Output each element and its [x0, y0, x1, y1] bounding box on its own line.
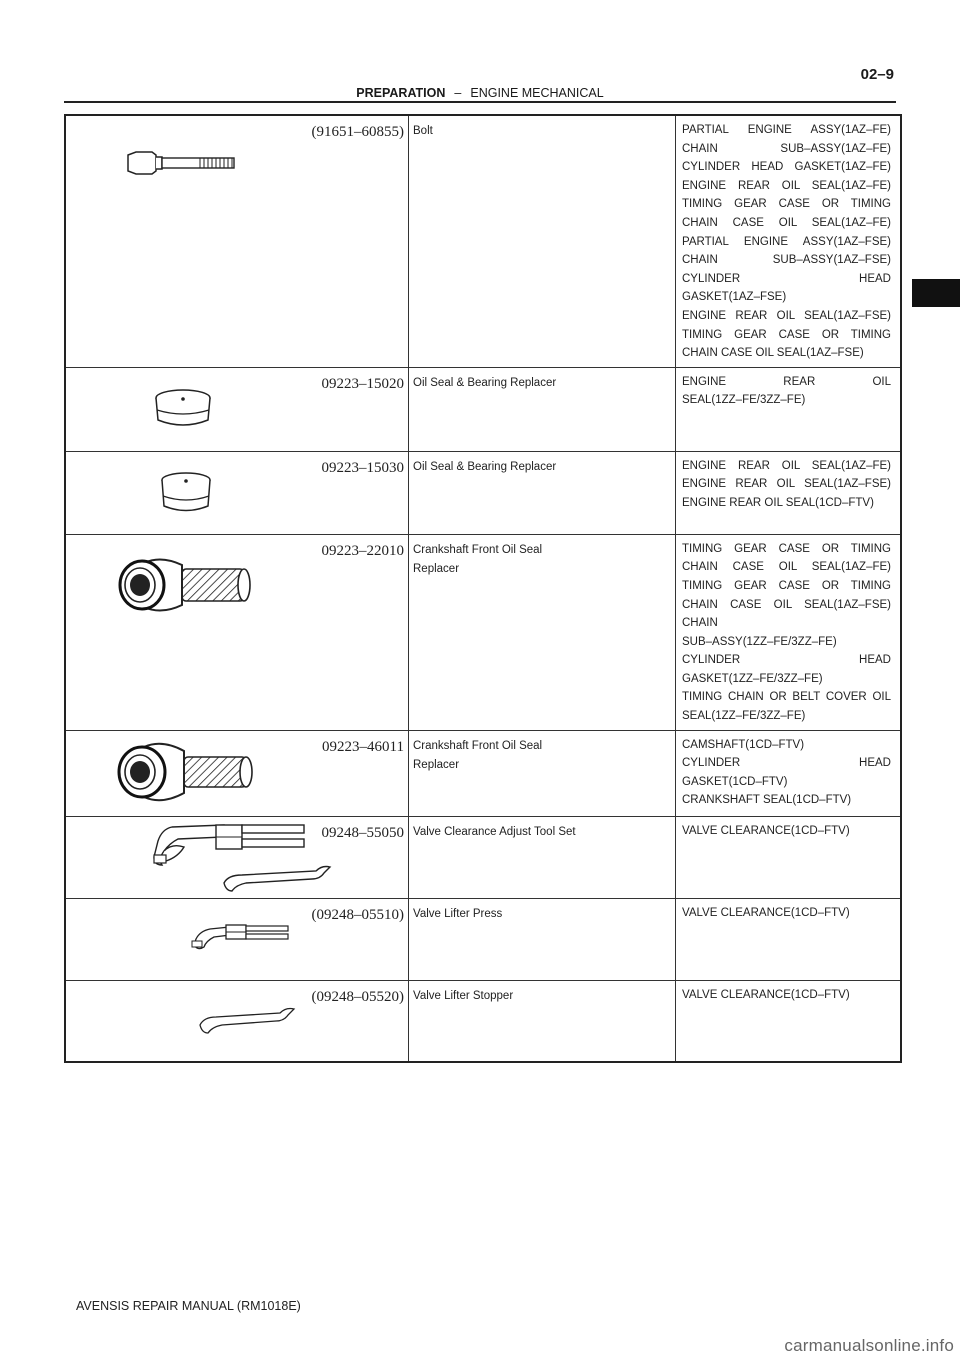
tool-name: Valve Clearance Adjust Tool Set: [413, 825, 576, 838]
tool-usage-cell: [676, 898, 902, 980]
tool-name-line: Crankshaft Front Oil Seal: [413, 739, 543, 752]
tool-name: [409, 731, 675, 775]
table-row: [65, 451, 901, 534]
tool-image-cell: [65, 980, 409, 1062]
usage-item: VALVE CLEARANCE(1CD–FTV): [682, 824, 850, 837]
tool-image-cell: [65, 115, 409, 367]
table-row: [65, 816, 901, 898]
usage-item: SUB–ASSY(1ZZ–FE/3ZZ–FE): [682, 635, 837, 648]
tool-usage-cell: [676, 451, 902, 534]
usage-item: ENGINE REAR OIL SEAL(1AZ–FSE): [682, 309, 891, 322]
usage-item: VALVE CLEARANCE(1CD–FTV): [682, 988, 850, 1001]
cup-replacer-icon: [66, 452, 408, 535]
tool-image-cell: [65, 451, 409, 534]
usage-list: [676, 116, 900, 367]
usage-item: ENGINE REAR OIL: [682, 375, 891, 388]
tool-name-cell: [409, 534, 676, 730]
usage-item: CRANKSHAFT SEAL(1CD–FTV): [682, 794, 852, 807]
usage-item: CHAIN CASE OIL SEAL(1AZ–FSE): [682, 347, 864, 360]
table-row: [65, 367, 901, 451]
tool-usage-cell: [676, 367, 902, 451]
valve-lifter-press-icon: [66, 899, 408, 981]
tool-name: [409, 535, 675, 579]
tool-image-cell: [65, 367, 409, 451]
usage-item: SEAL(1ZZ–FE/3ZZ–FE): [682, 710, 806, 723]
usage-list: [676, 368, 900, 414]
part-number: (09248–05510): [311, 906, 404, 923]
table-row: [65, 898, 901, 980]
tool-image-cell: [65, 534, 409, 730]
tool-usage-cell: [676, 534, 902, 730]
usage-list: [676, 535, 900, 730]
header-separator: –: [454, 86, 462, 100]
usage-item: TIMING GEAR CASE OR TIMING: [682, 579, 891, 592]
usage-item: CHAIN: [682, 617, 718, 630]
tool-name: Valve Lifter Press: [413, 907, 503, 920]
header-title: [0, 86, 960, 100]
tool-name-line: Replacer: [413, 758, 460, 771]
part-number: 09223–46011: [322, 738, 404, 755]
tool-name: Valve Lifter Stopper: [413, 989, 514, 1002]
bolt-icon: [66, 116, 408, 216]
tool-usage-cell: [676, 980, 902, 1062]
valve-tool-set-icon: [66, 817, 408, 899]
part-number: 09223–15020: [321, 375, 404, 392]
usage-item: CYLINDER HEAD: [682, 654, 891, 667]
usage-item: ENGINE REAR OIL SEAL(1AZ–FE): [682, 459, 891, 472]
section-title: PREPARATION: [356, 86, 446, 100]
tool-name-cell: [409, 898, 676, 980]
usage-item: ENGINE REAR OIL SEAL(1CD–FTV): [682, 496, 874, 509]
seal-replacer-icon: [66, 535, 408, 645]
part-number: 09223–15030: [321, 459, 404, 476]
tool-name-cell: [409, 115, 676, 367]
usage-item: SEAL(1ZZ–FE/3ZZ–FE): [682, 394, 806, 407]
usage-item: CHAIN CASE OIL SEAL(1AZ–FE): [682, 561, 891, 574]
usage-item: TIMING GEAR CASE OR TIMING: [682, 542, 891, 555]
seal-replacer-icon: [66, 731, 408, 817]
tool-image-cell: [65, 898, 409, 980]
usage-item: ENGINE REAR OIL SEAL(1AZ–FE): [682, 179, 891, 192]
usage-item: CAMSHAFT(1CD–FTV): [682, 738, 805, 751]
table-row: [65, 115, 901, 367]
usage-item: TIMING CHAIN OR BELT COVER OIL: [682, 691, 891, 704]
tool-usage-cell: [676, 816, 902, 898]
tool-name-cell: [409, 816, 676, 898]
tool-name-cell: [409, 451, 676, 534]
tool-name-line: Replacer: [413, 562, 460, 575]
usage-list: [676, 452, 900, 517]
usage-item: VALVE CLEARANCE(1CD–FTV): [682, 906, 850, 919]
table-row: [65, 730, 901, 816]
tool-name: Bolt: [413, 125, 433, 137]
tool-name-line: Crankshaft Front Oil Seal: [413, 543, 543, 556]
usage-item: GASKET(1CD–FTV): [682, 775, 788, 788]
tool-usage-cell: [676, 730, 902, 816]
part-number: (91651–60855): [311, 124, 404, 140]
tool-name: Oil Seal & Bearing Replacer: [413, 460, 557, 473]
usage-item: CHAIN CASE OIL SEAL(1AZ–FE): [682, 216, 891, 229]
usage-item: TIMING GEAR CASE OR TIMING: [682, 328, 891, 341]
tool-table: [64, 114, 902, 1063]
part-number: 09223–22010: [321, 542, 404, 559]
usage-item: PARTIAL ENGINE ASSY(1AZ–FSE): [682, 235, 891, 248]
tool-image-cell: [65, 816, 409, 898]
valve-lifter-stopper-icon: [66, 981, 408, 1063]
header-rule: [64, 101, 896, 103]
usage-list: [676, 899, 900, 927]
tool-name-cell: [409, 730, 676, 816]
usage-item: CYLINDER HEAD: [682, 757, 891, 770]
usage-item: GASKET(1ZZ–FE/3ZZ–FE): [682, 672, 823, 685]
usage-list: [676, 981, 900, 1009]
usage-item: CYLINDER HEAD GASKET(1AZ–FE): [682, 161, 891, 174]
usage-item: CHAIN CASE OIL SEAL(1AZ–FSE): [682, 598, 891, 611]
usage-item: CYLINDER HEAD: [682, 272, 891, 285]
usage-item: TIMING GEAR CASE OR TIMING: [682, 198, 891, 211]
part-number: (09248–05520): [311, 988, 404, 1005]
watermark-text: carmanualsonline.info: [784, 1336, 954, 1355]
usage-item: CHAIN SUB–ASSY(1AZ–FSE): [682, 254, 891, 267]
tool-name-cell: [409, 367, 676, 451]
tool-name-cell: [409, 980, 676, 1062]
part-number: 09248–55050: [321, 824, 404, 841]
usage-item: CHAIN SUB–ASSY(1AZ–FE): [682, 142, 891, 155]
usage-item: GASKET(1AZ–FSE): [682, 291, 787, 304]
tool-image-cell: [65, 730, 409, 816]
usage-list: [676, 817, 900, 845]
tool-usage-cell: [676, 115, 902, 367]
page-number: 02–9: [860, 66, 894, 83]
usage-list: [676, 731, 900, 814]
table-row: [65, 980, 901, 1062]
manual-footer: AVENSIS REPAIR MANUAL (RM1018E): [76, 1299, 301, 1313]
section-tab-marker: [912, 279, 960, 307]
subsection-title: ENGINE MECHANICAL: [470, 86, 604, 100]
cup-replacer-icon: [66, 368, 408, 452]
tool-name: Oil Seal & Bearing Replacer: [413, 376, 557, 389]
usage-item: PARTIAL ENGINE ASSY(1AZ–FE): [682, 124, 891, 136]
usage-item: ENGINE REAR OIL SEAL(1AZ–FSE): [682, 478, 891, 491]
table-row: [65, 534, 901, 730]
